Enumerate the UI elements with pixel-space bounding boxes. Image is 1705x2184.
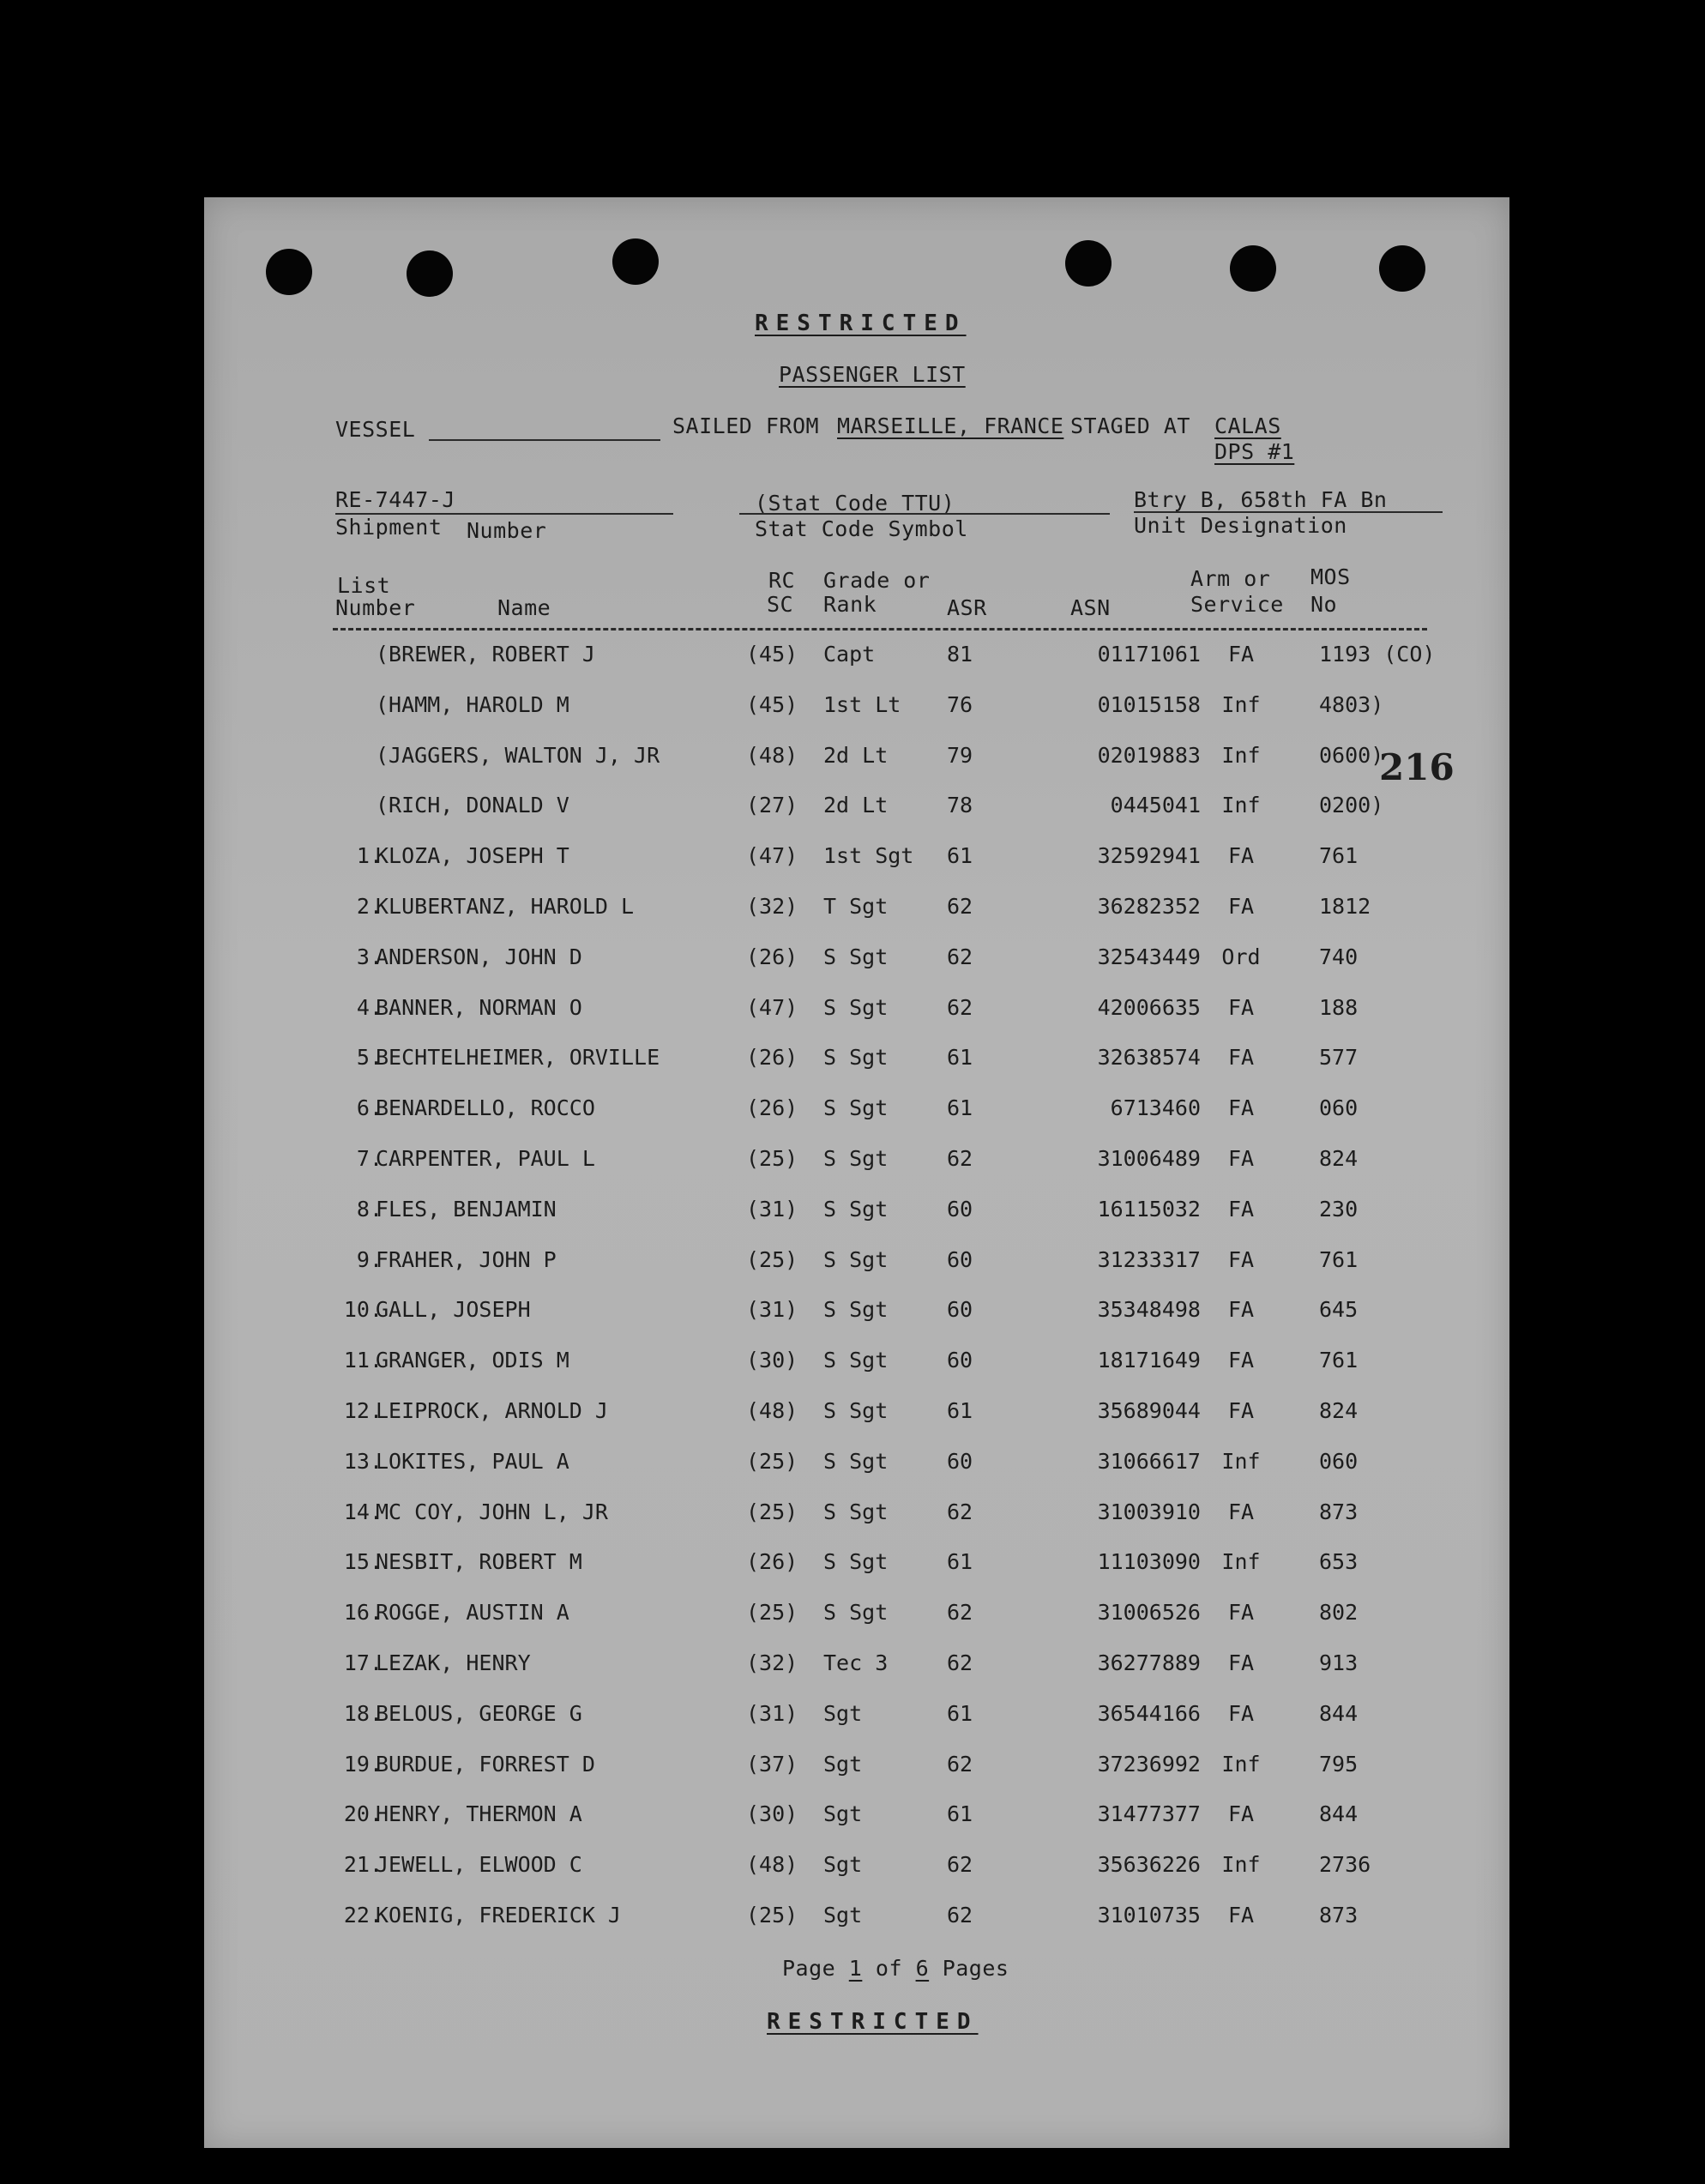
cell-asn: 02019883 [1097,742,1201,768]
cell-asn: 18171649 [1097,1348,1201,1373]
punch-hole [1065,240,1112,287]
cell-mos: 824 [1319,1398,1359,1423]
cell-num: 1. [356,843,383,869]
cell-asn: 32638574 [1097,1045,1201,1071]
restricted-top-label: RESTRICTED [755,311,967,336]
cell-asr: 62 [947,1146,973,1171]
cell-name: (RICH, DONALD V [376,793,569,818]
cell-asn: 32543449 [1097,944,1201,969]
cell-asn: 32592941 [1097,843,1201,869]
cell-rank: 1st Lt [823,691,901,717]
cell-name: GRANGER, ODIS M [376,1348,569,1373]
cell-rc: (25) [746,1448,798,1474]
cell-mos: 802 [1319,1600,1359,1626]
cell-rank: S Sgt [823,1348,889,1373]
cell-asr: 81 [947,642,973,667]
cell-asn: 35636226 [1097,1852,1201,1878]
col-mos-2: No [1310,592,1338,617]
cell-name: BURDUE, FORREST D [376,1751,595,1777]
cell-arm: Inf [1221,793,1261,818]
cell-name: KLOZA, JOSEPH T [376,843,569,869]
cell-mos: 188 [1319,994,1359,1020]
cell-name: ROGGE, AUSTIN A [376,1600,569,1626]
cell-asn: 31010735 [1097,1903,1201,1928]
cell-name: (JAGGERS, WALTON J, JR [376,742,660,768]
cell-arm: FA [1227,1045,1255,1071]
cell-rc: (45) [746,691,798,717]
cell-rank: 2d Lt [823,793,889,818]
table-row [204,1903,1509,1937]
shipment-number-label: Number [467,518,547,543]
table-row [204,1146,1509,1180]
cell-arm: Inf [1221,1549,1261,1575]
punch-hole [407,250,453,297]
cell-arm: Ord [1221,944,1261,969]
cell-name: (BREWER, ROBERT J [376,642,595,667]
sailed-label: SAILED FROM [672,413,820,438]
cell-mos: 795 [1319,1751,1359,1777]
cell-arm: FA [1227,994,1255,1020]
col-grade: Grade or [823,568,931,593]
cell-name: FLES, BENJAMIN [376,1196,557,1222]
col-list-number: List [337,573,391,598]
cell-arm: FA [1227,642,1255,667]
cell-asr: 61 [947,843,973,869]
cell-mos: 761 [1319,843,1359,869]
cell-mos: 844 [1319,1801,1359,1827]
cell-rank: 2d Lt [823,742,889,768]
cell-asn: 35689044 [1097,1398,1201,1423]
cell-arm: FA [1227,1650,1255,1675]
cell-arm: FA [1227,1903,1255,1928]
staged-value-2: DPS #1 [1214,439,1295,464]
shipment-label: Shipment [335,515,443,540]
col-arm-2: Service [1190,592,1284,617]
cell-asr: 62 [947,944,973,969]
cell-mos: 824 [1319,1146,1359,1171]
cell-asn: 0445041 [1110,793,1201,818]
page-indicator [782,1956,1009,1981]
cell-num: 5. [356,1045,383,1071]
table-row [204,1752,1509,1786]
cell-rc: (48) [746,742,798,768]
col-rc: RC [768,568,796,593]
cell-asr: 60 [947,1448,973,1474]
cell-rank: Sgt [823,1751,863,1777]
page-of: of [875,1956,903,1981]
cell-name: JEWELL, ELWOOD C [376,1852,582,1878]
cell-arm: FA [1227,1196,1255,1222]
col-grade-2: Rank [823,592,877,617]
vessel-label: VESSEL [335,417,416,442]
cell-name: KLUBERTANZ, HAROLD L [376,894,635,919]
table-row [204,793,1509,827]
table-row [204,1600,1509,1634]
document-sheet [204,197,1509,2148]
cell-rc: (27) [746,793,798,818]
cell-rc: (31) [746,1297,798,1323]
cell-name: LOKITES, PAUL A [376,1448,569,1474]
table-row [204,1045,1509,1079]
punch-hole [612,238,659,285]
cell-rank: S Sgt [823,1448,889,1474]
cell-name: KOENIG, FREDERICK J [376,1903,621,1928]
cell-asr: 76 [947,691,973,717]
cell-rc: (26) [746,1045,798,1071]
cell-rc: (31) [746,1700,798,1726]
col-name: Name [497,595,551,620]
cell-name: NESBIT, ROBERT M [376,1549,582,1575]
cell-name: (HAMM, HAROLD M [376,691,569,717]
cell-asn: 01015158 [1097,691,1201,717]
cell-rank: 1st Sgt [823,843,914,869]
cell-mos: 645 [1319,1297,1359,1323]
cell-asr: 61 [947,1700,973,1726]
table-row [204,894,1509,928]
cell-mos: 844 [1319,1700,1359,1726]
cell-asr: 62 [947,1852,973,1878]
table-row [204,1852,1509,1886]
cell-num: 15. [343,1549,383,1575]
cell-asn: 11103090 [1097,1549,1201,1575]
cell-num: 18. [343,1700,383,1726]
table-row [204,1348,1509,1382]
punch-hole [266,249,312,295]
cell-asr: 60 [947,1196,973,1222]
table-row [204,1247,1509,1282]
cell-mos: 0600) [1319,742,1384,768]
cell-mos: 2736 [1319,1852,1371,1878]
cell-rank: S Sgt [823,1196,889,1222]
cell-asr: 61 [947,1398,973,1423]
stat-code-line [739,513,1110,515]
header-rule [333,628,1427,630]
cell-asr: 62 [947,1650,973,1675]
col-asn: ASN [1070,595,1111,620]
cell-name: FRAHER, JOHN P [376,1246,557,1272]
cell-asn: 31006489 [1097,1146,1201,1171]
cell-name: GALL, JOSEPH [376,1297,531,1323]
cell-rc: (30) [746,1348,798,1373]
vessel-blank [429,439,660,441]
cell-mos: 060 [1319,1448,1359,1474]
cell-rank: Sgt [823,1700,863,1726]
cell-rank: Sgt [823,1852,863,1878]
cell-num: 2. [356,894,383,919]
cell-mos: 761 [1319,1348,1359,1373]
page-total: 6 [915,1956,930,1981]
stat-code-label: Stat Code Symbol [755,516,968,541]
cell-rc: (32) [746,894,798,919]
cell-asr: 79 [947,742,973,768]
cell-arm: FA [1227,1297,1255,1323]
table-row [204,1297,1509,1331]
cell-asn: 31006526 [1097,1600,1201,1626]
cell-arm: FA [1227,1095,1255,1121]
col-arm: Arm or [1190,566,1271,591]
page-current: 1 [848,1956,863,1981]
staged-label: STAGED AT [1070,413,1190,438]
cell-mos: 873 [1319,1499,1359,1524]
cell-arm: FA [1227,843,1255,869]
cell-num: 4. [356,994,383,1020]
col-asr: ASR [947,595,987,620]
cell-num: 13. [343,1448,383,1474]
cell-asn: 35348498 [1097,1297,1201,1323]
cell-rc: (30) [746,1801,798,1827]
cell-rc: (31) [746,1196,798,1222]
cell-num: 8. [356,1196,383,1222]
cell-num: 11. [343,1348,383,1373]
cell-rc: (25) [746,1903,798,1928]
cell-mos: 0200) [1319,793,1384,818]
table-row [204,1398,1509,1433]
cell-num: 20. [343,1801,383,1827]
table-row [204,1650,1509,1685]
cell-rc: (26) [746,1549,798,1575]
cell-asn: 16115032 [1097,1196,1201,1222]
cell-asr: 60 [947,1297,973,1323]
cell-rc: (25) [746,1499,798,1524]
cell-name: BECHTELHEIMER, ORVILLE [376,1045,660,1071]
cell-arm: Inf [1221,691,1261,717]
cell-rc: (48) [746,1398,798,1423]
table-row [204,1701,1509,1735]
punch-hole [1379,245,1425,292]
table-row [204,1801,1509,1836]
cell-rank: S Sgt [823,944,889,969]
cell-rc: (48) [746,1852,798,1878]
cell-arm: Inf [1221,1852,1261,1878]
unit-value: Btry B, 658th FA Bn [1134,487,1388,512]
cell-arm: FA [1227,1246,1255,1272]
cell-name: ANDERSON, JOHN D [376,944,582,969]
cell-rank: Capt [823,642,876,667]
cell-mos: 060 [1319,1095,1359,1121]
cell-arm: Inf [1221,742,1261,768]
cell-name: BANNER, NORMAN O [376,994,582,1020]
cell-num: 12. [343,1398,383,1423]
cell-asn: 42006635 [1097,994,1201,1020]
cell-rank: S Sgt [823,1146,889,1171]
table-row [204,995,1509,1029]
cell-arm: FA [1227,1700,1255,1726]
staged-value: CALAS [1214,413,1281,438]
cell-asn: 36277889 [1097,1650,1201,1675]
unit-label: Unit Designation [1134,513,1347,538]
cell-num: 16. [343,1600,383,1626]
cell-asn: 31003910 [1097,1499,1201,1524]
cell-num: 3. [356,944,383,969]
cell-num: 6. [356,1095,383,1121]
cell-name: CARPENTER, PAUL L [376,1146,595,1171]
cell-rank: S Sgt [823,1297,889,1323]
cell-num: 7. [356,1146,383,1171]
shipment-value: RE-7447-J [335,487,455,512]
cell-rank: S Sgt [823,1549,889,1575]
pages-word: Pages [942,1956,1009,1981]
cell-rc: (25) [746,1600,798,1626]
cell-mos: 1193 (CO) [1319,642,1436,667]
cell-name: LEIPROCK, ARNOLD J [376,1398,608,1423]
table-row [204,1095,1509,1130]
table-row [204,692,1509,727]
cell-asn: 36544166 [1097,1700,1201,1726]
cell-asn: 37236992 [1097,1751,1201,1777]
cell-mos: 4803) [1319,691,1384,717]
cell-asr: 61 [947,1095,973,1121]
cell-asr: 62 [947,1499,973,1524]
col-list-number-2: Number [335,595,416,620]
table-row [204,1197,1509,1231]
page-word: Page [782,1956,836,1981]
cell-arm: FA [1227,1801,1255,1827]
cell-arm: FA [1227,1499,1255,1524]
cell-rank: S Sgt [823,994,889,1020]
cell-num: 17. [343,1650,383,1675]
table-row [204,1549,1509,1584]
cell-rc: (47) [746,843,798,869]
table-row [204,642,1509,676]
cell-num: 19. [343,1751,383,1777]
cell-name: LEZAK, HENRY [376,1650,531,1675]
cell-rank: S Sgt [823,1600,889,1626]
cell-asr: 60 [947,1246,973,1272]
document-title: PASSENGER LIST [779,362,966,387]
cell-rank: S Sgt [823,1499,889,1524]
cell-arm: FA [1227,1146,1255,1171]
cell-mos: 761 [1319,1246,1359,1272]
cell-asn: 31477377 [1097,1801,1201,1827]
cell-rc: (47) [746,994,798,1020]
cell-mos: 230 [1319,1196,1359,1222]
cell-arm: FA [1227,1348,1255,1373]
cell-name: HENRY, THERMON A [376,1801,582,1827]
cell-rank: S Sgt [823,1246,889,1272]
table-row [204,1449,1509,1483]
cell-arm: FA [1227,1600,1255,1626]
cell-asr: 62 [947,1903,973,1928]
cell-rc: (45) [746,642,798,667]
sailed-value: MARSEILLE, FRANCE [837,413,1064,438]
col-rc-2: SC [767,592,794,617]
cell-asn: 31233317 [1097,1246,1201,1272]
cell-mos: 873 [1319,1903,1359,1928]
cell-mos: 653 [1319,1549,1359,1575]
cell-rc: (26) [746,944,798,969]
cell-asr: 61 [947,1549,973,1575]
cell-mos: 1812 [1319,894,1371,919]
stamp-number: 216 [1379,746,1455,788]
table-row [204,743,1509,777]
cell-asr: 60 [947,1348,973,1373]
cell-arm: FA [1227,1398,1255,1423]
cell-num: 14. [343,1499,383,1524]
cell-rank: Sgt [823,1903,863,1928]
cell-asr: 62 [947,1600,973,1626]
cell-rank: Sgt [823,1801,863,1827]
cell-rank: S Sgt [823,1045,889,1071]
cell-rank: T Sgt [823,894,889,919]
cell-mos: 740 [1319,944,1359,969]
cell-asr: 61 [947,1801,973,1827]
table-row [204,1499,1509,1534]
cell-rc: (37) [746,1751,798,1777]
cell-rank: S Sgt [823,1398,889,1423]
table-row [204,843,1509,878]
cell-rank: S Sgt [823,1095,889,1121]
cell-name: BENARDELLO, ROCCO [376,1095,595,1121]
cell-arm: Inf [1221,1448,1261,1474]
cell-num: 21. [343,1852,383,1878]
stat-code-value: (Stat Code TTU) [755,491,955,516]
cell-asr: 78 [947,793,973,818]
table-row [204,944,1509,979]
cell-name: MC COY, JOHN L, JR [376,1499,608,1524]
cell-asr: 62 [947,1751,973,1777]
restricted-bottom-label: RESTRICTED [767,2009,979,2035]
cell-rank: Tec 3 [823,1650,889,1675]
cell-name: BELOUS, GEORGE G [376,1700,582,1726]
cell-rc: (25) [746,1146,798,1171]
cell-asn: 6713460 [1110,1095,1201,1121]
punch-hole [1230,245,1276,292]
cell-mos: 577 [1319,1045,1359,1071]
cell-asr: 62 [947,994,973,1020]
cell-asr: 62 [947,894,973,919]
col-mos: MOS [1310,564,1351,589]
cell-rc: (32) [746,1650,798,1675]
cell-num: 22. [343,1903,383,1928]
cell-num: 9. [356,1246,383,1272]
cell-asr: 61 [947,1045,973,1071]
cell-rc: (26) [746,1095,798,1121]
cell-asn: 36282352 [1097,894,1201,919]
cell-rc: (25) [746,1246,798,1272]
cell-arm: Inf [1221,1751,1261,1777]
cell-num: 10. [343,1297,383,1323]
cell-asn: 01171061 [1097,642,1201,667]
cell-arm: FA [1227,894,1255,919]
cell-mos: 913 [1319,1650,1359,1675]
cell-asn: 31066617 [1097,1448,1201,1474]
